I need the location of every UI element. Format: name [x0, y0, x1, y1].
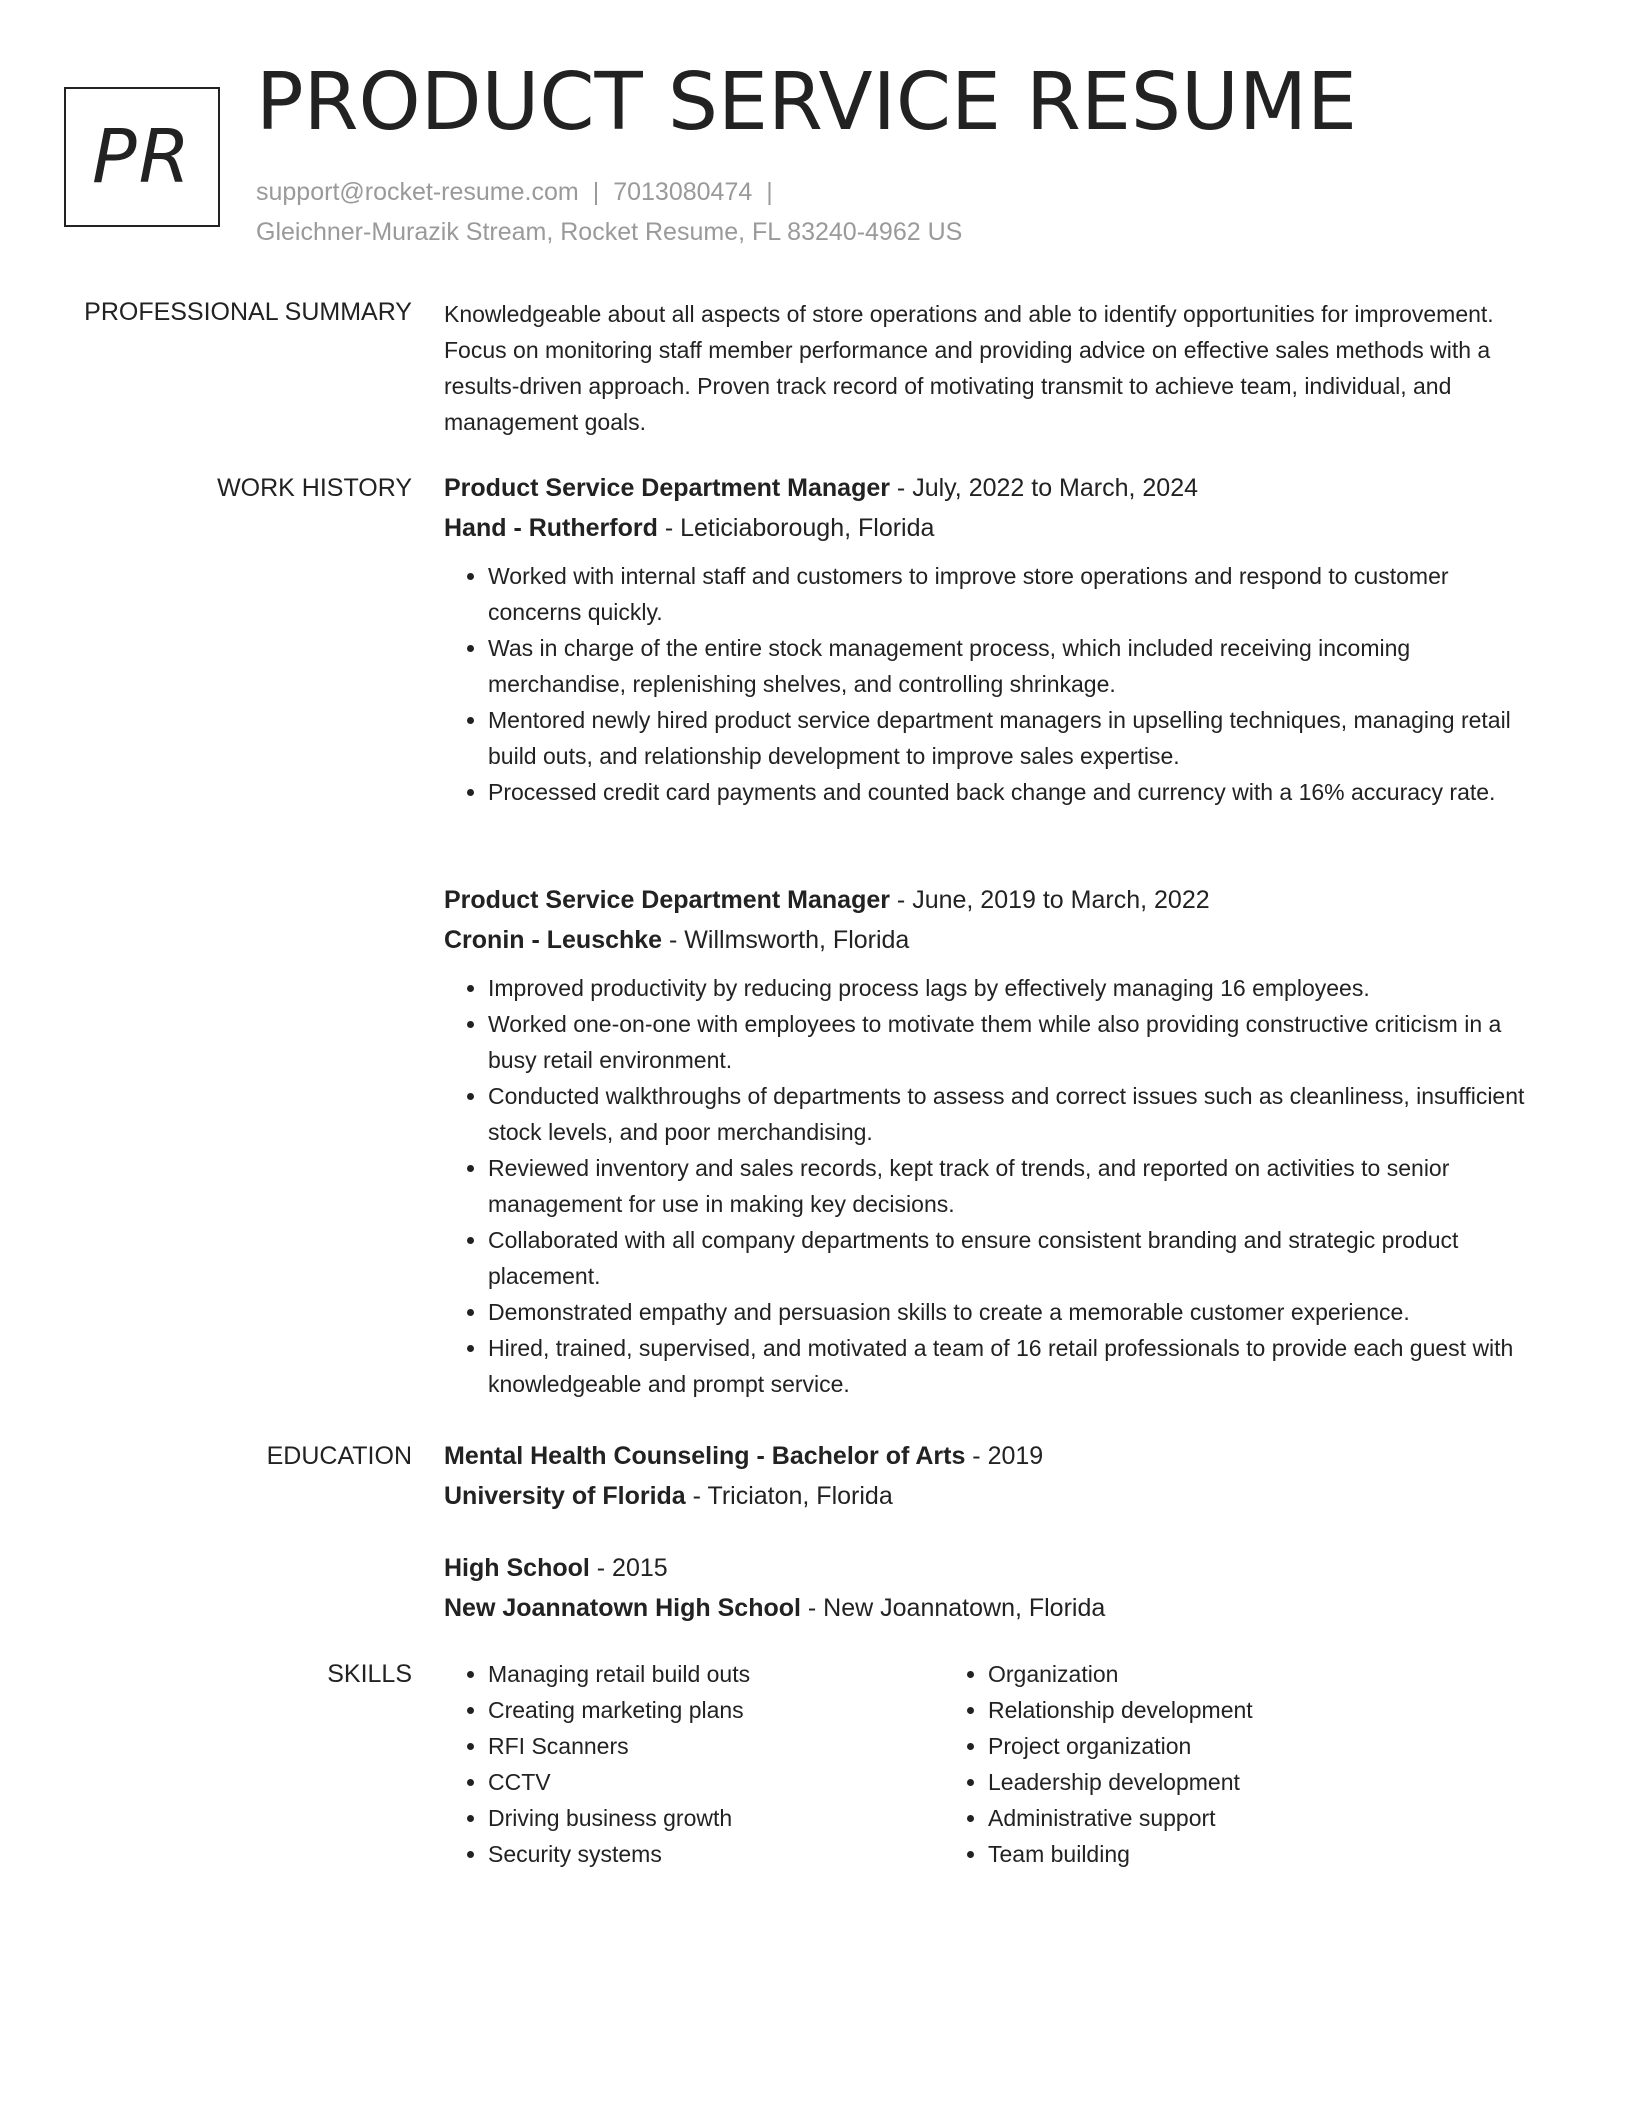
section-label-skills: SKILLS: [327, 1660, 412, 1688]
skills-columns: [444, 1656, 1544, 1872]
school-line: [444, 1588, 1544, 1628]
skill-item: • Leadership development: [988, 1764, 1504, 1800]
school-name: University of Florida: [444, 1482, 686, 1510]
monogram-text: PR: [91, 114, 193, 200]
job-entry: [444, 468, 1544, 810]
job-bullets: [444, 970, 1544, 1402]
job-title-line: [444, 468, 1544, 508]
degree-year: - 2015: [589, 1554, 668, 1582]
address-text: Gleichner-Murazik Stream, Rocket Resume, FL 83240-4962 US: [256, 218, 963, 246]
skill-item: • Creating marketing plans: [488, 1692, 944, 1728]
skill-item: • Organization: [988, 1656, 1504, 1692]
skill-item: • Team building: [988, 1836, 1504, 1872]
job-title: Product Service Department Manager: [444, 474, 890, 502]
monogram-badge: [64, 87, 220, 227]
contact-info: [256, 172, 962, 252]
separator: |: [766, 178, 773, 206]
skill-item: • Driving business growth: [488, 1800, 944, 1836]
separator: |: [592, 178, 600, 206]
summary-text: Knowledgeable about all aspects of store operations and able to identify opportunities for improvement. Focus on monitoring staff member performance and providing advice on effective sales methods with a results-driven approach. Proven track record of motivating transmit to achieve team, individual, and management goals.: [444, 301, 1494, 435]
list-item: • Collaborated with all company departments to ensure consistent branding and strategic product placement.: [488, 1222, 1544, 1294]
list-item: • Improved productivity by reducing process lags by effectively managing 16 employees.: [488, 970, 1544, 1006]
email-text: support@rocket-resume.com: [256, 178, 579, 206]
degree-title: Mental Health Counseling - Bachelor of Arts: [444, 1442, 966, 1470]
job-title: Product Service Department Manager: [444, 886, 890, 914]
section-label-work-history: WORK HISTORY: [217, 474, 412, 502]
skill-item: • RFI Scanners: [488, 1728, 944, 1764]
resume-title: PRODUCT SERVICE RESUME: [256, 56, 1357, 148]
list-item: • Hired, trained, supervised, and motivated a team of 16 retail professionals to provide each guest with knowledgeable and prompt service.: [488, 1330, 1544, 1402]
list-item: • Reviewed inventory and sales records, kept track of trends, and reported on activities to senior management for use in making key decisions.: [488, 1150, 1544, 1222]
degree-title: High School: [444, 1554, 590, 1582]
section-label-education: EDUCATION: [266, 1442, 412, 1470]
school-name: New Joannatown High School: [444, 1594, 801, 1622]
education-entry: [444, 1436, 1544, 1516]
list-item: • Worked with internal staff and customers to improve store operations and respond to customer concerns quickly.: [488, 558, 1544, 630]
skills-list-right: [944, 1656, 1504, 1872]
list-item: • Processed credit card payments and counted back change and currency with a 16% accuracy rate.: [488, 774, 1544, 810]
job-location: - Leticiaborough, Florida: [657, 514, 935, 542]
job-location: - Willmsworth, Florida: [662, 926, 910, 954]
job-dates: - June, 2019 to March, 2022: [889, 886, 1210, 914]
section-label-summary: PROFESSIONAL SUMMARY: [84, 298, 412, 326]
job-company-line: [444, 508, 1544, 548]
contact-line-1: [256, 172, 962, 212]
job-company-line: [444, 920, 1544, 960]
education-entry: [444, 1548, 1544, 1628]
job-company: Hand - Rutherford: [444, 514, 658, 542]
job-company: Cronin - Leuschke: [444, 926, 663, 954]
school-location: - Triciaton, Florida: [685, 1482, 893, 1510]
skill-item: • Relationship development: [988, 1692, 1504, 1728]
degree-line: [444, 1436, 1544, 1476]
job-dates: - July, 2022 to March, 2024: [889, 474, 1199, 502]
degree-year: - 2019: [965, 1442, 1044, 1470]
list-item: • Demonstrated empathy and persuasion skills to create a memorable customer experience.: [488, 1294, 1544, 1330]
list-item: • Conducted walkthroughs of departments to assess and correct issues such as cleanliness, insufficient stock levels, and poor merchandising.: [488, 1078, 1544, 1150]
skill-item: • Managing retail build outs: [488, 1656, 944, 1692]
job-title-line: [444, 880, 1544, 920]
list-item: • Worked one-on-one with employees to motivate them while also providing constructive criticism in a busy retail environment.: [488, 1006, 1544, 1078]
skill-item: • Project organization: [988, 1728, 1504, 1764]
phone-text: 7013080474: [613, 178, 753, 206]
list-item: • Mentored newly hired product service department managers in upselling techniques, managing retail build outs, and relationship development to improve sales expertise.: [488, 702, 1544, 774]
skill-item: • Administrative support: [988, 1800, 1504, 1836]
job-entry: [444, 880, 1544, 1402]
skill-item: • Security systems: [488, 1836, 944, 1872]
list-item: • Was in charge of the entire stock management process, which included receiving incoming merchandise, replenishing shelves, and controlling shrinkage.: [488, 630, 1544, 702]
school-location: - New Joannatown, Florida: [800, 1594, 1106, 1622]
job-bullets: [444, 558, 1544, 810]
school-line: [444, 1476, 1544, 1516]
degree-line: [444, 1548, 1544, 1588]
skill-item: • CCTV: [488, 1764, 944, 1800]
skills-list-left: [444, 1656, 944, 1872]
